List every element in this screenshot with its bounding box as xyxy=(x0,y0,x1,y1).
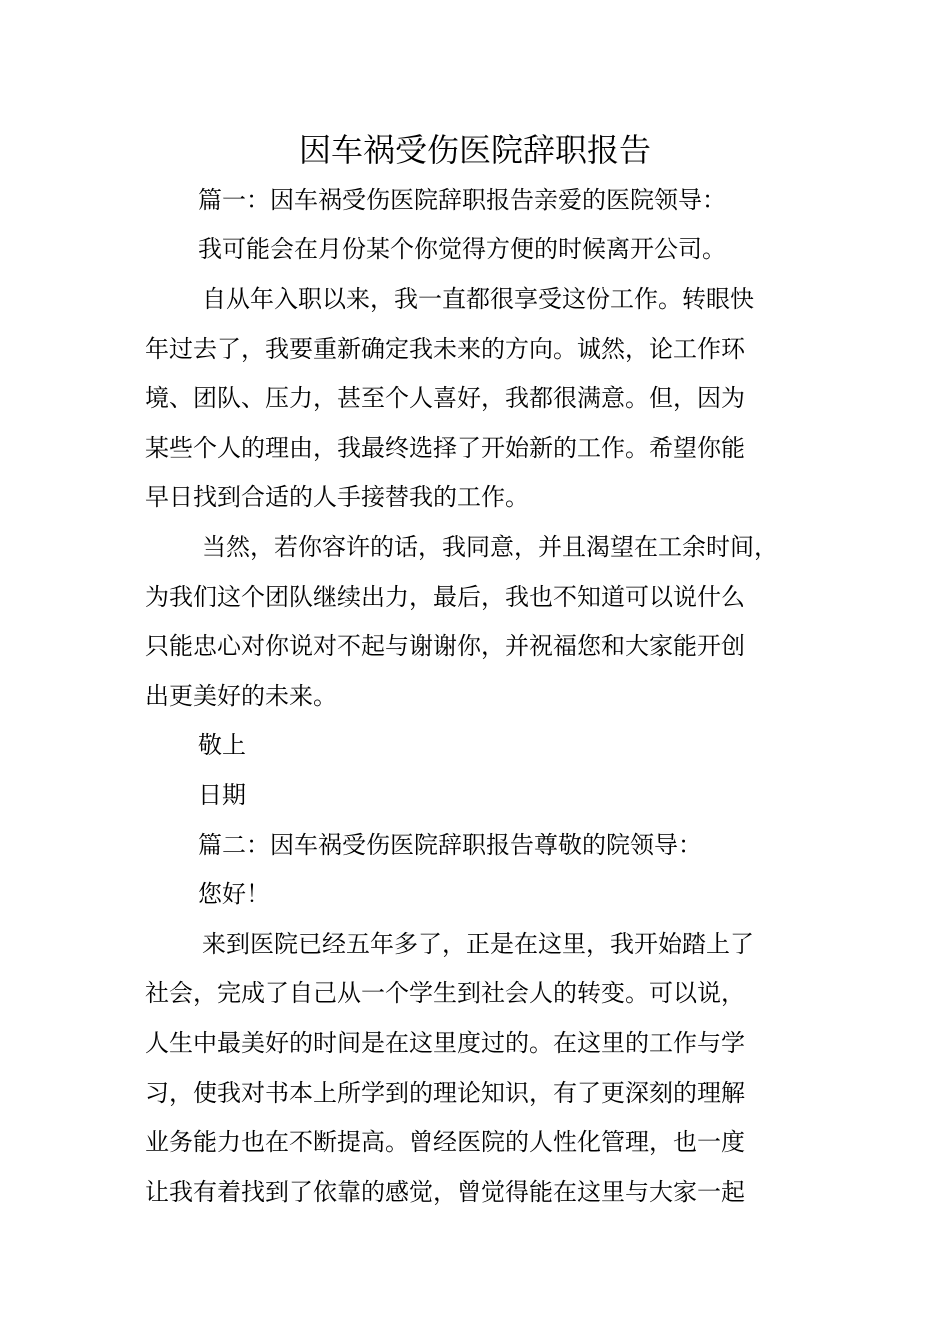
text-line: 篇一：因车祸受伤医院辞职报告亲爱的医院领导： xyxy=(198,186,726,214)
document-title: 因车祸受伤医院辞职报告 xyxy=(298,131,651,169)
greeting-line: 您好！ xyxy=(198,880,270,908)
text-line: 让我有着找到了依靠的感觉，曾觉得能在这里与大家一起 xyxy=(145,1178,745,1206)
text-line: 只能忠心对你说对不起与谢谢你，并祝福您和大家能开创 xyxy=(145,632,745,660)
text-line: 来到医院已经五年多了，正是在这里，我开始踏上了 xyxy=(202,930,754,958)
text-line: 自从年入职以来，我一直都很享受这份工作。转眼快 xyxy=(202,285,754,313)
section-heading: 篇二：因车祸受伤医院辞职报告尊敬的院领导： xyxy=(198,831,702,859)
closing-line: 敬上 xyxy=(198,731,246,759)
text-line: 我可能会在月份某个你觉得方便的时候离开公司。 xyxy=(198,235,726,263)
text-line: 社会，完成了自己从一个学生到社会人的转变。可以说， xyxy=(145,979,745,1007)
text-line: 人生中最美好的时间是在这里度过的。在这里的工作与学 xyxy=(145,1029,745,1057)
text-line: 境、团队、压力，甚至个人喜好，我都很满意。但，因为 xyxy=(145,384,745,412)
date-line: 日期 xyxy=(198,781,246,809)
text-line: 当然，若你容许的话，我同意，并且渴望在工余时间， xyxy=(202,533,778,561)
text-line: 早日找到合适的人手接替我的工作。 xyxy=(145,483,529,511)
text-line: 为我们这个团队继续出力，最后，我也不知道可以说什么 xyxy=(145,583,745,611)
text-line: 某些个人的理由，我最终选择了开始新的工作。希望你能 xyxy=(145,434,745,462)
text-line: 出更美好的未来。 xyxy=(145,682,337,710)
text-line: 业务能力也在不断提高。曾经医院的人性化管理，也一度 xyxy=(145,1128,745,1156)
text-line: 习，使我对书本上所学到的理论知识，有了更深刻的理解 xyxy=(145,1079,745,1107)
text-line: 年过去了，我要重新确定我未来的方向。诚然，论工作环 xyxy=(145,335,745,363)
